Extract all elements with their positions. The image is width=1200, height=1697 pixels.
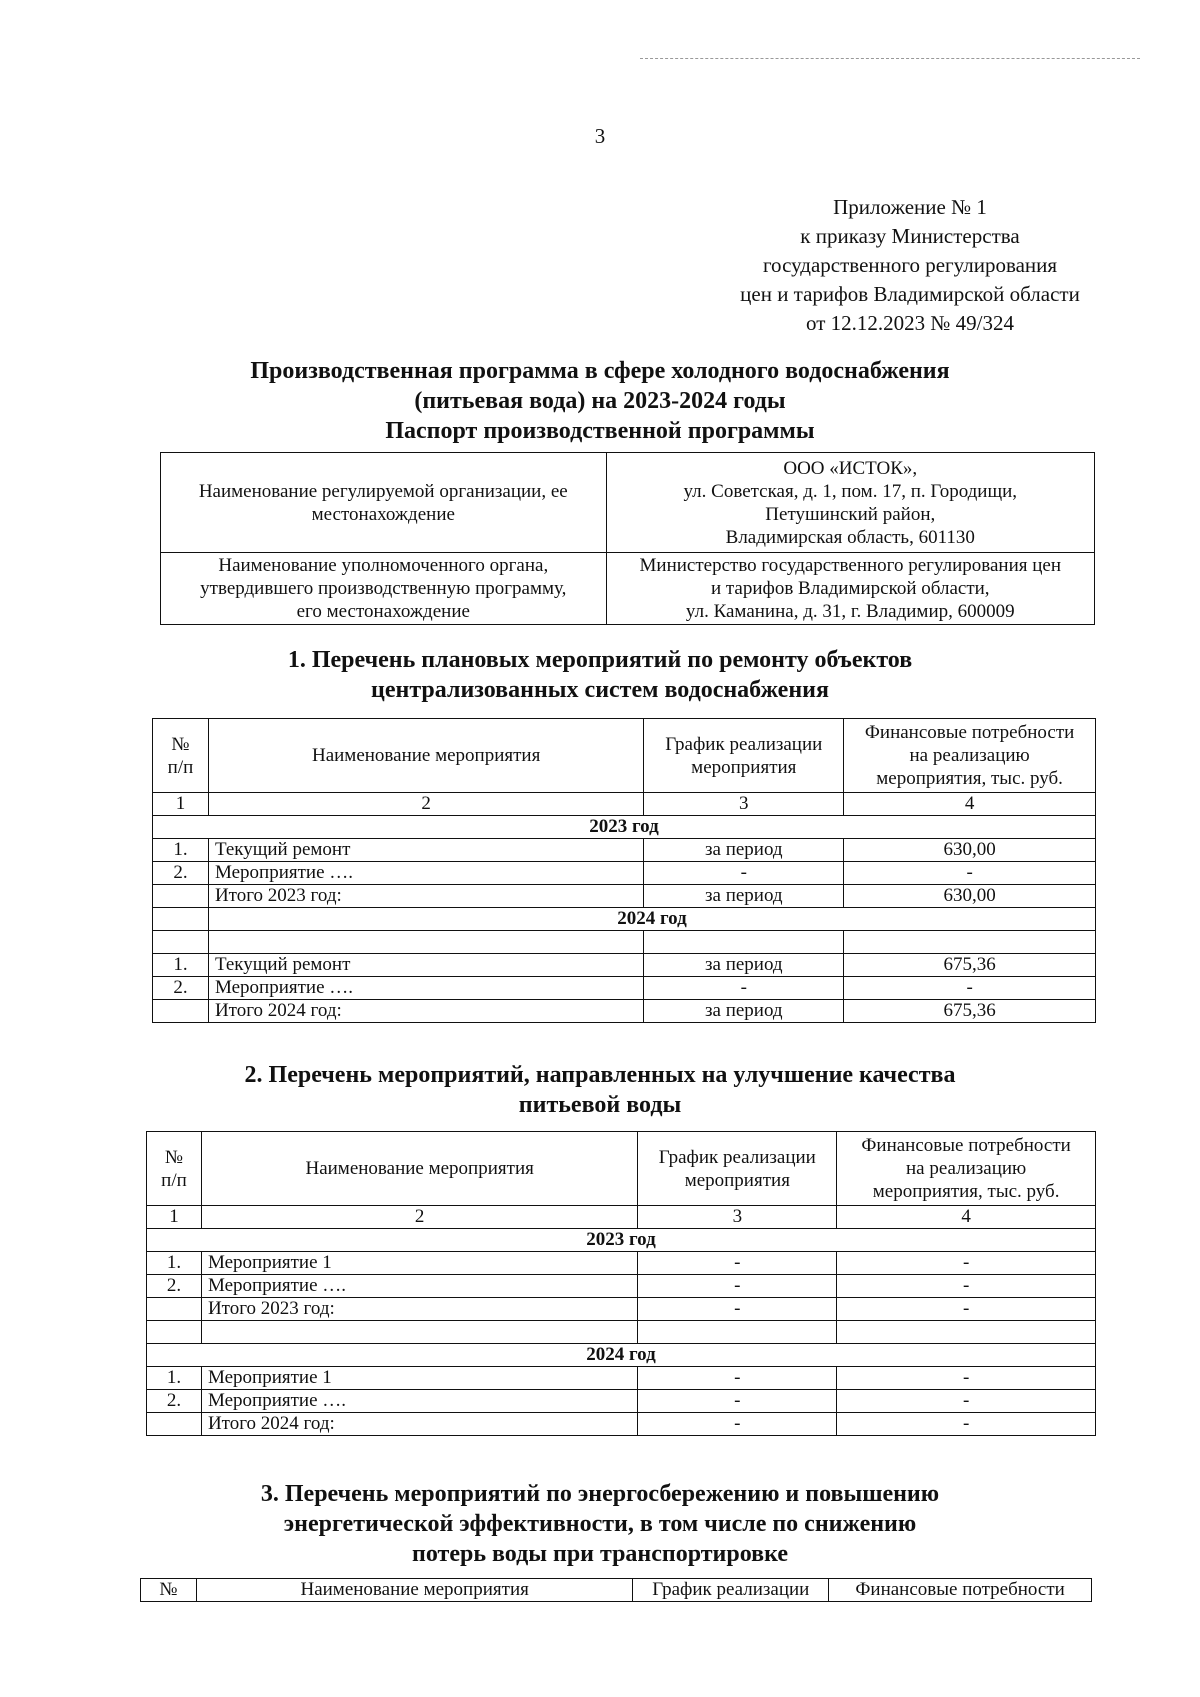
col-number: 2: [201, 1206, 637, 1229]
year-row: 2023 год: [153, 816, 1096, 839]
passport-authority-label-line: утвердившего производственную программу,: [200, 578, 567, 599]
header-name: Наименование мероприятия: [208, 719, 643, 793]
passport-table: [160, 452, 1095, 625]
row-name: Текущий ремонт: [208, 954, 643, 977]
passport-authority-label: [161, 553, 607, 625]
row-schedule: -: [638, 1367, 837, 1390]
table-row: [147, 1413, 1096, 1436]
header-schedule-line: График реализации: [665, 733, 823, 755]
section2-title-line: 2. Перечень мероприятий, направленных на улучшение качества: [244, 1062, 956, 1088]
passport-org-line: Петушинский район,: [765, 503, 936, 525]
row-name: Мероприятие ….: [201, 1390, 637, 1413]
title-line: Производственная программа в сфере холодного водоснабжения: [250, 358, 950, 384]
row-finance: 675,36: [844, 954, 1096, 977]
appendix-line: от 12.12.2023 № 49/324: [805, 311, 1015, 335]
table-row: [153, 839, 1096, 862]
appendix-line: Приложение № 1: [833, 195, 987, 219]
section1-title-line: централизованных систем водоснабжения: [371, 677, 829, 703]
section3-title-line: потерь воды при транспортировке: [412, 1541, 788, 1567]
row-schedule: за период: [644, 1000, 844, 1023]
section3-title: [0, 1479, 1200, 1569]
row-finance: -: [837, 1367, 1096, 1390]
header-num: [147, 1132, 202, 1206]
header-num-line: №: [171, 733, 190, 755]
row-finance: -: [837, 1275, 1096, 1298]
table-row: [153, 862, 1096, 885]
header-num-line: п/п: [161, 1169, 187, 1191]
row-finance: -: [837, 1252, 1096, 1275]
row-num: 2.: [153, 862, 209, 885]
row-num: [147, 1298, 202, 1321]
section2-title: [0, 1060, 1200, 1120]
header-schedule: [638, 1132, 837, 1206]
empty-cell: [201, 1321, 637, 1344]
table-row: [147, 1252, 1096, 1275]
row-num: 1.: [153, 954, 209, 977]
title-line: (питьевая вода) на 2023-2024 годы: [414, 388, 786, 414]
col-number: 3: [644, 793, 844, 816]
table-row: [153, 885, 1096, 908]
header-finance-line: Финансовые потребности: [864, 722, 1075, 743]
table-row: [153, 977, 1096, 1000]
passport-org-line: ООО «ИСТОК»,: [783, 457, 918, 479]
header-finance: [837, 1132, 1096, 1206]
header-schedule-line: мероприятия: [691, 756, 797, 778]
empty-cell: [638, 1321, 837, 1344]
row-finance: -: [837, 1413, 1096, 1436]
header-num-line: п/п: [167, 756, 194, 778]
table-row: [153, 1000, 1096, 1023]
section3-title-line: энергетической эффективности, в том числе по снижению: [283, 1511, 917, 1537]
row-num: [147, 1413, 202, 1436]
row-schedule: за период: [644, 839, 844, 862]
header-finance-line: на реализацию: [909, 745, 1030, 766]
col-number: 1: [153, 793, 209, 816]
header-num-line: №: [164, 1146, 184, 1168]
row-finance: -: [844, 977, 1096, 1000]
row-num: 1.: [147, 1252, 202, 1275]
page-number: 3: [594, 124, 606, 148]
row-num: 1.: [153, 839, 209, 862]
header-finance-line: на реализацию: [906, 1158, 1027, 1179]
row-num: 2.: [153, 977, 209, 1000]
passport-authority-label-line: Наименование уполномоченного органа,: [218, 555, 549, 576]
appendix-line: цен и тарифов Владимирской области: [740, 282, 1080, 306]
passport-authority-value-line: Министерство государственного регулирования цен: [639, 555, 1062, 576]
section1-title: [0, 645, 1200, 705]
row-schedule: -: [638, 1298, 837, 1321]
section1-title-line: 1. Перечень плановых мероприятий по ремонту объектов: [287, 647, 913, 673]
section3-title-line: 3. Перечень мероприятий по энергосбережению и повышению: [260, 1481, 940, 1507]
row-finance: -: [844, 862, 1096, 885]
header-schedule-line: График реализации: [658, 1146, 816, 1168]
row-name: Итого 2024 год:: [201, 1413, 637, 1436]
section3-table: [140, 1578, 1092, 1602]
row-schedule: за период: [644, 885, 844, 908]
empty-cell: [644, 931, 844, 954]
passport-org-line: ул. Советская, д. 1, пом. 17, п. Городищи,: [683, 480, 1018, 502]
header-num: №: [141, 1579, 197, 1602]
appendix-line: к приказу Министерства: [800, 224, 1020, 248]
row-schedule: -: [644, 862, 844, 885]
row-schedule: -: [644, 977, 844, 1000]
row-finance: -: [837, 1298, 1096, 1321]
row-name: Итого 2023 год:: [208, 885, 643, 908]
row-finance: 630,00: [844, 839, 1096, 862]
year-row: 2024 год: [208, 908, 1095, 931]
row-name: Мероприятие 1: [201, 1367, 637, 1390]
header-name: Наименование мероприятия: [196, 1579, 632, 1602]
row-schedule: за период: [644, 954, 844, 977]
empty-cell: [147, 1321, 202, 1344]
header-finance: [844, 719, 1096, 793]
passport-authority-value-line: ул. Каманина, д. 31, г. Владимир, 600009: [685, 601, 1015, 622]
table-row: [147, 1298, 1096, 1321]
header-finance-line: мероприятия, тыс. руб.: [872, 1181, 1060, 1202]
header-schedule-line: мероприятия: [684, 1169, 790, 1191]
header-finance: Финансовые потребности: [829, 1579, 1092, 1602]
scan-artifact-line: [640, 58, 1140, 59]
empty-cell: [844, 931, 1096, 954]
row-name: Мероприятие ….: [201, 1275, 637, 1298]
section1-table: [152, 718, 1096, 1023]
row-num: [153, 1000, 209, 1023]
passport-authority-value-line: и тарифов Владимирской области,: [710, 578, 990, 599]
header-num: [153, 719, 209, 793]
empty-cell: [208, 931, 643, 954]
empty-cell: [153, 931, 209, 954]
table-row: [153, 954, 1096, 977]
section2-title-line: питьевой воды: [518, 1092, 682, 1118]
row-finance: 630,00: [844, 885, 1096, 908]
document-title: [0, 356, 1200, 446]
row-schedule: -: [638, 1413, 837, 1436]
passport-authority-value: [606, 553, 1094, 625]
appendix-line: государственного регулирования: [762, 253, 1058, 277]
empty-cell: [153, 908, 209, 931]
year-row: 2024 год: [147, 1344, 1096, 1367]
section2-table: [146, 1131, 1096, 1436]
appendix-block: [660, 193, 1160, 338]
header-finance-line: Финансовые потребности: [861, 1135, 1071, 1156]
title-line: Паспорт производственной программы: [385, 418, 815, 444]
empty-cell: [837, 1321, 1096, 1344]
row-name: Итого 2023 год:: [201, 1298, 637, 1321]
row-finance: 675,36: [844, 1000, 1096, 1023]
header-schedule: График реализации: [633, 1579, 829, 1602]
passport-org-line: Владимирская область, 601130: [725, 526, 975, 548]
row-num: 2.: [147, 1390, 202, 1413]
header-name: Наименование мероприятия: [201, 1132, 637, 1206]
row-name: Текущий ремонт: [208, 839, 643, 862]
col-number: 2: [208, 793, 643, 816]
row-name: Мероприятие 1: [201, 1252, 637, 1275]
col-number: 1: [147, 1206, 202, 1229]
row-finance: -: [837, 1390, 1096, 1413]
table-row: [147, 1390, 1096, 1413]
passport-org-value: [606, 453, 1094, 553]
passport-authority-label-line: его местонахождение: [296, 601, 470, 622]
row-schedule: -: [638, 1275, 837, 1298]
header-finance-line: мероприятия, тыс. руб.: [876, 768, 1063, 789]
header-schedule: [644, 719, 844, 793]
col-number: 3: [638, 1206, 837, 1229]
passport-org-label: Наименование регулируемой организации, ее местонахождение: [161, 453, 607, 553]
table-row: [147, 1275, 1096, 1298]
row-name: Итого 2024 год:: [208, 1000, 643, 1023]
col-number: 4: [837, 1206, 1096, 1229]
row-num: 2.: [147, 1275, 202, 1298]
row-schedule: -: [638, 1390, 837, 1413]
year-row: 2023 год: [147, 1229, 1096, 1252]
row-num: 1.: [147, 1367, 202, 1390]
row-num: [153, 885, 209, 908]
row-schedule: -: [638, 1252, 837, 1275]
row-name: Мероприятие ….: [208, 977, 643, 1000]
col-number: 4: [844, 793, 1096, 816]
table-row: [147, 1367, 1096, 1390]
row-name: Мероприятие ….: [208, 862, 643, 885]
